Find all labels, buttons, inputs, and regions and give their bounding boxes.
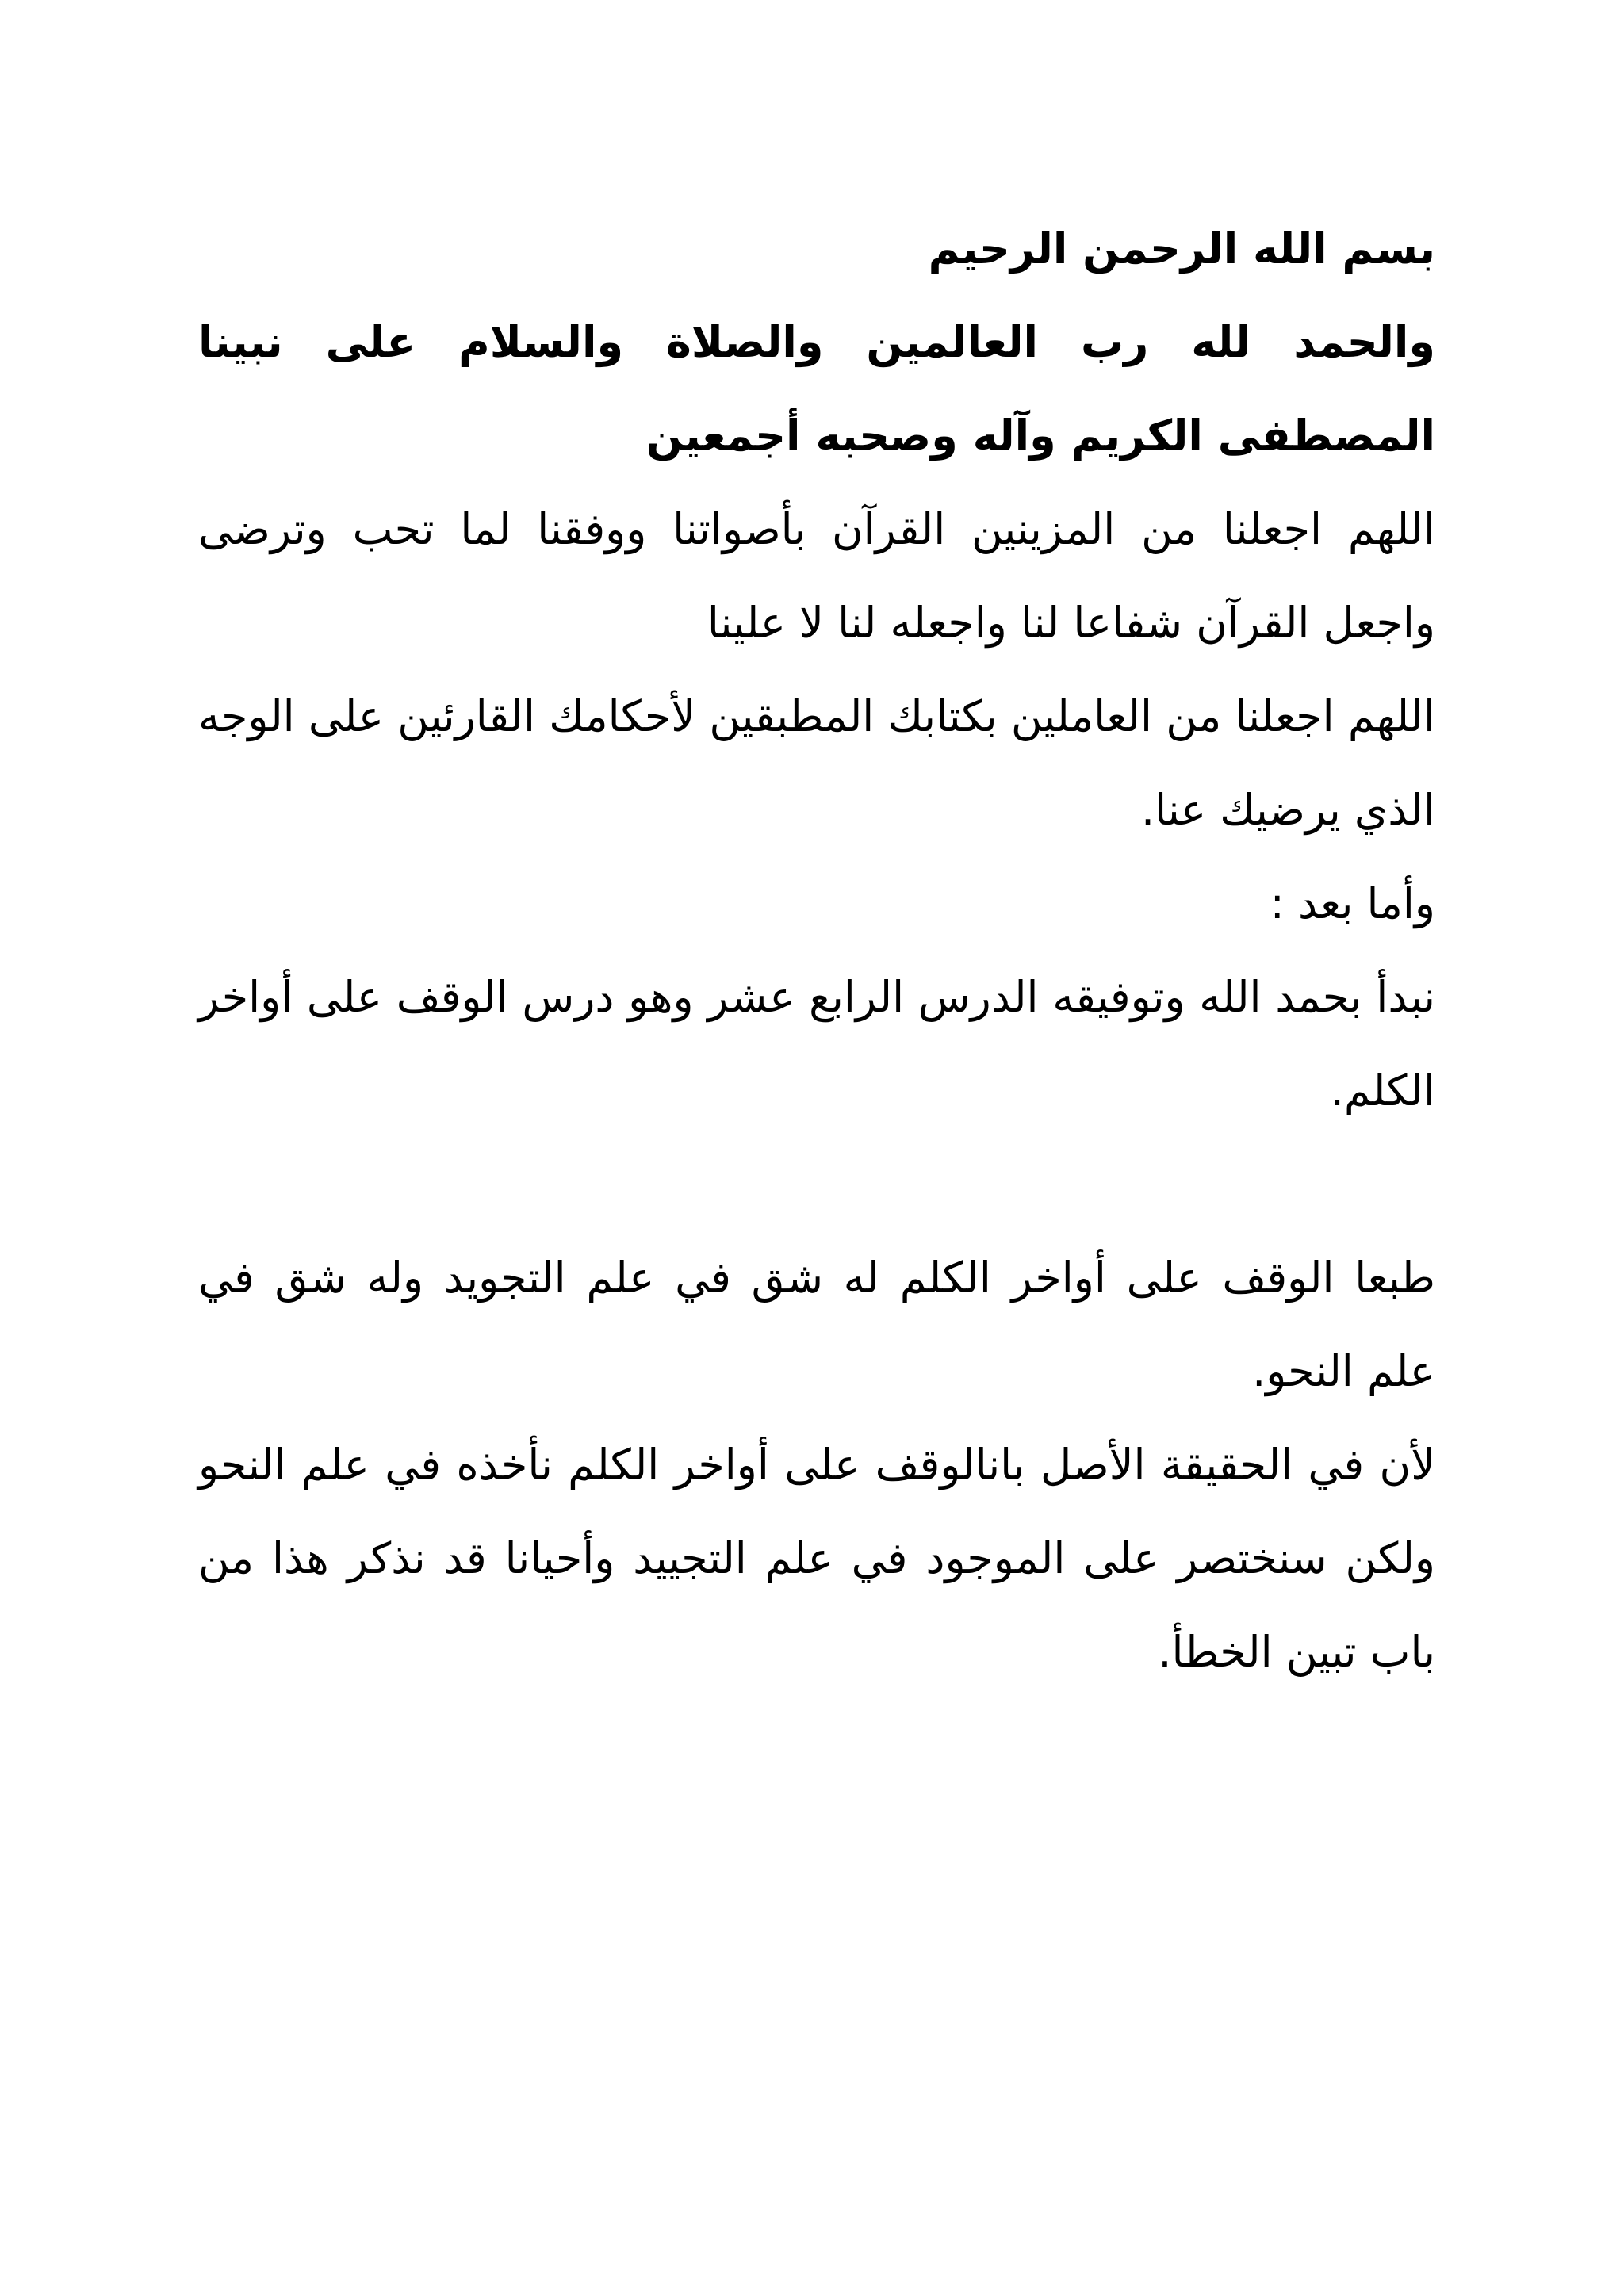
dua-paragraph-1: اللهم اجعلنا من المزينين القرآن بأصواتنا ووفقنا لما تحب وترضى واجعل القرآن شفاعا لنا واجعله لنا لا علينا <box>198 504 1435 648</box>
intro-paragraph: نبدأ بحمد الله وتوفيقه الدرس الرابع عشر وهو درس الوقف على أواخر الكلم. <box>198 972 1435 1115</box>
dua-paragraph-2: اللهم اجعلنا من العاملين بكتابك المطبقين لأحكامك القارئين على الوجه الذي يرضيك عنا. <box>198 691 1435 835</box>
basmala-heading: بسم الله الرحمن الرحيم <box>928 224 1435 274</box>
paragraph-spacer <box>198 1138 1435 1231</box>
praise-paragraph: والحمد لله رب العالمين والصلاة والسلام على نبينا المصطفى الكريم وآله وصحبه أجمعين <box>198 317 1435 461</box>
body-paragraph-2: لأن في الحقيقة الأصل بانالوقف على أواخر الكلم نأخذه في علم النحو ولكن سنختصر على الموجود في علم التجييد وأحيانا قد نذكر هذا من باب تبين الخطأ. <box>198 1440 1435 1677</box>
document-body <box>198 202 1435 1699</box>
amma-baad-line: وأما بعد : <box>1270 878 1435 928</box>
body-paragraph-1: طبعا الوقف على أواخر الكلم له شق في علم التجويد وله شق في علم النحو. <box>198 1253 1435 1396</box>
